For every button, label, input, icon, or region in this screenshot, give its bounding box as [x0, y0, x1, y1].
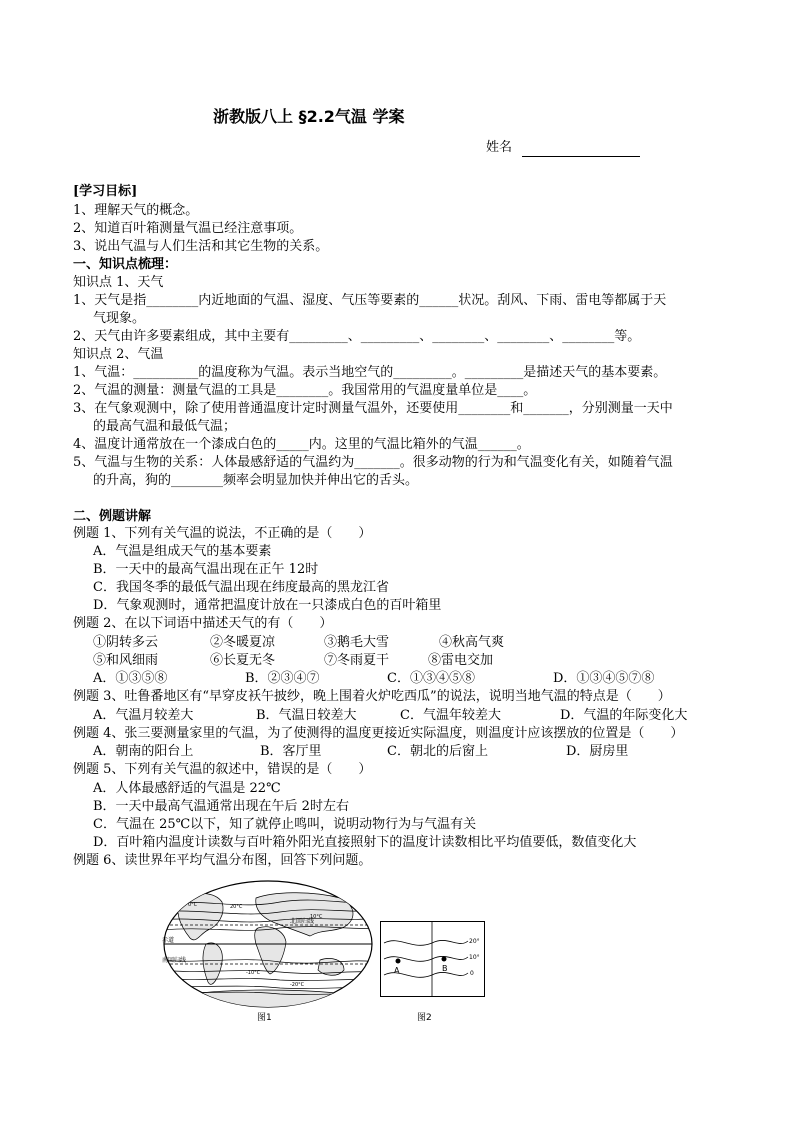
example-1-option: C．我国冬季的最低气温出现在纬度最高的黑龙江省: [93, 580, 389, 595]
example-3-option: B．气温日较差大: [256, 708, 357, 723]
example-4-question: 例题 4、张三要测量家里的气温，为了使测得的温度更接近实际温度，则温度计应该摆放的位置是（ ）: [73, 726, 684, 741]
isotherm-20-label: 20°: [469, 938, 480, 945]
example-2-option: B．②③④⑦: [245, 671, 320, 686]
section2-heading: 二、例题讲解: [73, 509, 152, 524]
objective-item: 1、理解天气的概念。: [73, 203, 199, 218]
figure-2-caption: 图2: [417, 1013, 432, 1023]
example-3-option: A．气温月较差大: [93, 708, 194, 723]
isotherm-label: -10°C: [246, 970, 261, 976]
example-2-option: D．①③④⑤⑦⑧: [553, 671, 655, 686]
name-field: [486, 139, 640, 157]
objective-item: 3、说出气温与人们生活和其它生物的关系。: [73, 239, 329, 254]
example-2-word: ②冬暖夏凉: [210, 635, 276, 650]
kp2-item: 的最高气温和最低气温；: [93, 419, 237, 434]
example-3-option: C．气温年较差大: [400, 708, 501, 723]
isotherm-10-label: 10°: [469, 954, 480, 961]
example-2-word: ⑦冬雨夏干: [324, 653, 390, 668]
isotherm-label: 10°C: [310, 914, 323, 920]
example-2-word: ④秋高气爽: [439, 635, 505, 650]
point-a-dot: [396, 959, 401, 964]
example-4-option: A．朝南的阳台上: [93, 744, 194, 759]
isotherm-label: -20°C: [290, 982, 305, 988]
tropic-of-cancer-label: 北回归线: [290, 918, 315, 925]
name-label: 姓名: [486, 140, 513, 155]
example-1-option: A．气温是组成天气的基本要素: [93, 544, 272, 559]
isotherm-label: 0°C: [188, 902, 198, 908]
kp2-item: 的升高，狗的________频率会明显加快并伸出它的舌头。: [93, 473, 419, 488]
example-4-option: C．朝北的后窗上: [387, 744, 488, 759]
example-3-question: 例题 3、吐鲁番地区有“早穿皮袄午披纱，晚上围着火炉吃西瓜”的说法，说明当地气温的特点是（ ）: [73, 689, 671, 704]
example-4-option: D．厨房里: [566, 744, 629, 759]
kp1-question-2: 2、天气由许多要素组成，其中主要有_________、_________、________、________、________等。: [73, 329, 641, 344]
example-5-option: D．百叶箱内温度计读数与百叶箱外阳光直接照射下的温度计读数相比平均值要低，数值变化大: [93, 835, 637, 850]
example-1-question: 例题 1、下列有关气温的说法，不正确的是（ ）: [73, 526, 372, 541]
point-b-dot: [442, 957, 447, 962]
point-b-label: B: [442, 964, 448, 973]
equator-label: 赤道: [162, 937, 175, 944]
example-1-option: B．一天中的最高气温出现在正午 12时: [93, 562, 319, 577]
example-5-option: A．人体最感舒适的气温是 22℃: [93, 781, 281, 796]
example-2-option: C．①③④⑤⑧: [387, 671, 475, 686]
kp2-item: 4、温度计通常放在一个漆成白色的_____内。这里的气温比箱外的气温______。: [73, 437, 530, 452]
example-2-word: ⑧雷电交加: [428, 653, 494, 668]
example-5-option: C．气温在 25℃以下，知了就停止鸣叫，说明动物行为与气温有关: [93, 817, 477, 832]
world-temperature-map: [160, 878, 376, 1010]
kp2-item: 1、气温：__________的温度称为气温。表示当地空气的_________。_________是描述天气的基本要素。: [73, 365, 667, 380]
example-5-question: 例题 5、下列有关气温的叙述中，错误的是（ ）: [73, 762, 372, 777]
isotherm-0-label: 0: [470, 970, 474, 977]
example-2-word: ⑥长夏无冬: [210, 653, 276, 668]
name-input-line[interactable]: [522, 142, 640, 157]
example-4-option: B．客厅里: [260, 744, 322, 759]
tropic-of-capricorn-label: 南回归线: [162, 957, 187, 964]
example-2-option: A．①③⑤⑧: [93, 671, 168, 686]
objectives-heading: [学习目标]: [73, 184, 138, 199]
example-2-question: 例题 2、在以下词语中描述天气的有（ ）: [73, 616, 333, 631]
kp2-item: 2、气温的测量：测量气温的工具是________。我国常用的气温度量单位是____。: [73, 383, 537, 398]
example-2-word: ⑤和风细雨: [93, 653, 159, 668]
objective-item: 2、知道百叶箱测量气温已经注意事项。: [73, 221, 303, 236]
kp2-item: 3、在气象观测中，除了使用普通温度计定时测量气温外，还要使用________和_______，分别测量一天中: [73, 401, 673, 416]
kp2-title: 知识点 2、气温: [73, 347, 164, 362]
kp1-question-1: 1、天气是指________内近地面的气温、湿度、气压等要素的______状况。刮风、下雨、雷电等都属于天: [73, 293, 667, 308]
example-1-option: D．气象观测时，通常把温度计放在一只漆成白色的百叶箱里: [93, 598, 442, 613]
kp2-item: 5、气温与生物的关系：人体最感舒适的气温约为_______。很多动物的行为和气温变化有关，如随着气温: [73, 455, 673, 470]
example-2-word: ③鹅毛大雪: [324, 635, 390, 650]
kp1-title: 知识点 1、天气: [73, 275, 164, 290]
isotherm-sketch: [380, 921, 485, 997]
isotherm-label: 20°C: [230, 904, 243, 910]
example-3-option: D．气温的年际变化大: [560, 708, 688, 723]
example-6-question: 例题 6、读世界年平均气温分布图，回答下列问题。: [73, 853, 372, 868]
figure-1-caption: 图1: [257, 1013, 272, 1023]
example-2-word: ①阴转多云: [93, 635, 159, 650]
section1-heading: 一、知识点梳理：: [73, 257, 178, 272]
page-title: 浙教版八上 §2.2气温 学案: [213, 107, 405, 126]
point-a-label: A: [394, 966, 400, 975]
kp1-question-1-cont: 气现象。: [93, 311, 146, 326]
example-5-option: B．一天中最高气温通常出现在午后 2时左右: [93, 799, 349, 814]
